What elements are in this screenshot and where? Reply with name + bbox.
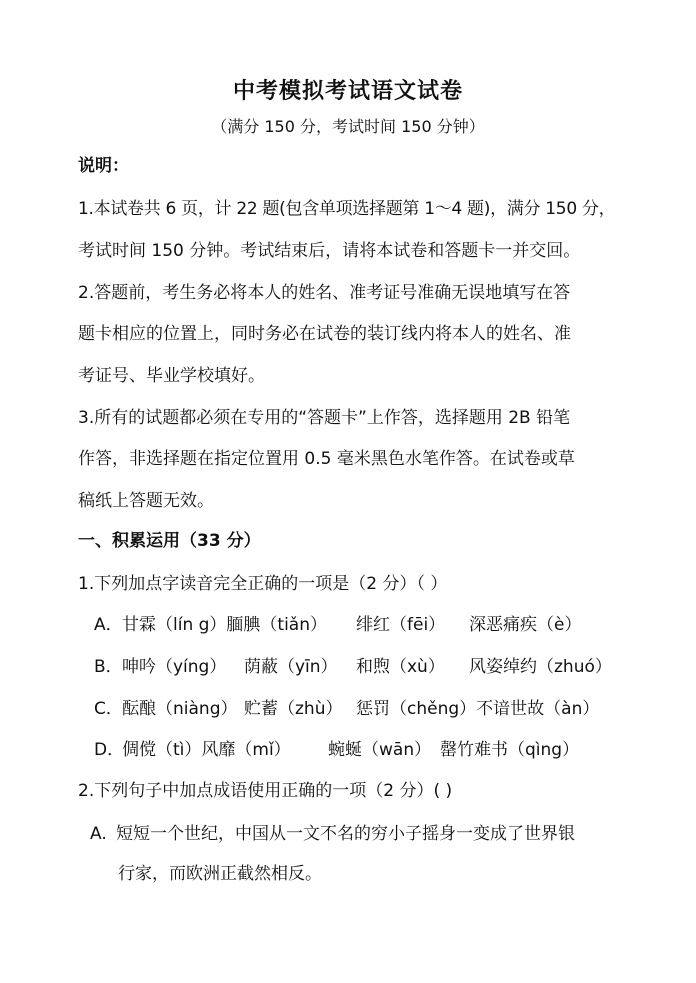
option-letter: A． [94, 615, 123, 635]
notes-heading: 说明： [78, 156, 129, 176]
option-item: 深恶痛疾（è） [469, 615, 582, 635]
option-letter: B． [94, 657, 123, 677]
note-line-8: 稿纸上答题无效。 [78, 491, 214, 511]
option-item: 蜿蜒（wān） [328, 740, 432, 760]
question-1-stem: 1.下列加点字读音完全正确的一项是（2 分）（ ） [78, 574, 448, 594]
note-line-4: 题卡相应的位置上，同时务必在试卷的装订线内将本人的姓名、准 [78, 324, 571, 344]
question-2-stem: 2.下列句子中加点成语使用正确的一项（2 分）( ) [78, 781, 453, 801]
option-item: 罄竹难书（qìng） [440, 740, 580, 760]
option-text-line-1: 短短一个世纪，中国从一文不名的穷小子摇身一变成了世界银 [116, 824, 575, 844]
option-item: 风姿绰约（zhuó） [469, 657, 612, 677]
option-letter: A. [90, 824, 107, 844]
option-item: 倜傥（tì）风靡（mǐ） [122, 740, 291, 760]
note-line-2: 考试时间 150 分钟。考试结束后，请将本试卷和答题卡一并交回。 [78, 241, 581, 261]
note-line-5: 考证号、毕业学校填好。 [78, 366, 265, 386]
option-item: 贮蓄（zhù） [244, 699, 343, 719]
page-title: 中考模拟考试语文试卷 [232, 78, 463, 104]
note-line-7: 作答，非选择题在指定位置用 0.5 毫米黑色水笔作答。在试卷或草 [78, 449, 575, 469]
option-letter: C． [94, 699, 123, 719]
section-1-heading: 一、积累运用（33 分） [78, 531, 261, 551]
option-item: 惩罚（chěng）不谙世故（àn） [356, 699, 600, 719]
option-letter: D． [94, 740, 125, 760]
note-line-3: 2.答题前，考生务必将本人的姓名、准考证号准确无误地填写在答 [78, 283, 571, 303]
option-item: 和煦（xù） [356, 657, 445, 677]
option-item: 呻吟（yíng） [122, 657, 227, 677]
option-item: 酝酿（niàng） [122, 699, 238, 719]
note-line-6: 3.所有的试题都必须在专用的“答题卡”上作答，选择题用 2B 铅笔 [78, 408, 571, 428]
option-text-line-2: 行家，而欧洲正截然相反。 [118, 864, 322, 884]
option-item: 荫蔽（yīn） [244, 657, 338, 677]
note-line-1: 1.本试卷共 6 页，计 22 题(包含单项选择题第 1～4 题)，满分 150 分， [78, 199, 616, 219]
option-item: 绯红（fēi） [356, 615, 446, 635]
page-subtitle: （满分 150 分，考试时间 150 分钟） [211, 117, 485, 136]
option-item: 甘霖（lín g）腼腆（tiǎn） [122, 615, 327, 635]
